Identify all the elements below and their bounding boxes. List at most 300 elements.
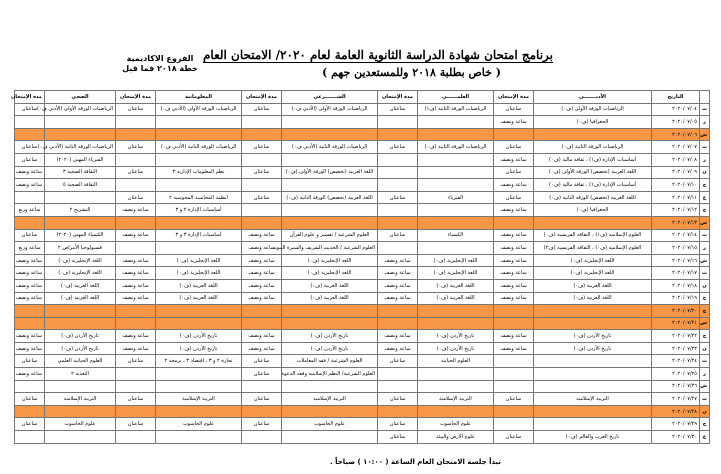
duration-cell [116, 116, 156, 129]
table-row [15, 368, 710, 381]
duration-cell: ساعة ونصف [494, 254, 534, 267]
subject-cell [418, 368, 494, 381]
day-cell: ش [700, 380, 710, 393]
duration-cell: ساعة ونصف [15, 342, 45, 355]
separator-cell [116, 305, 156, 318]
subject-cell: الرياضيات الورقة الأولى (الأدبي ف٠) [282, 103, 378, 116]
separator-cell [418, 128, 494, 141]
duration-cell: ساعة ونصف [242, 254, 282, 267]
table-row [15, 279, 710, 292]
duration-cell: ساعة ونصف [15, 254, 45, 267]
table-row [15, 179, 710, 192]
subject-cell: أساسيات الإدارة ٣ و ٣ [156, 229, 242, 242]
separator-cell [378, 405, 418, 418]
date-cell: ٢٠٢٠/٠٧/٣٠ [652, 431, 700, 444]
subject-cell [534, 418, 652, 431]
duration-cell [378, 204, 418, 217]
subject-cell [534, 368, 652, 381]
duration-cell [494, 355, 534, 368]
date-cell: ٢٠٢٠/٠٧/٠٥ [652, 116, 700, 129]
day-cell: ح [700, 292, 710, 305]
duration-cell: ساعة ونصف [494, 279, 534, 292]
subject-cell: اللغة الإنجليزية (ف٠) [418, 267, 494, 280]
date-cell: ٢٠٢٠/٠٧/١٨ [652, 279, 700, 292]
subject-cell: العلوم الإسلامية (ف٠) ، الثقافة الفرنسية (ف٢) [534, 242, 652, 255]
subject-cell: اللغة الإنجليزية (ف٠) [156, 254, 242, 267]
separator-row [15, 317, 710, 330]
date-cell: ٢٠٢٠/٠٧/١٥ [652, 242, 700, 255]
duration-cell: ساعة ونصف [494, 267, 534, 280]
duration-cell: ساعة ونصف [242, 267, 282, 280]
separator-cell [282, 128, 378, 141]
date-cell: ٢٠٢٠/٠٧/٢٥ [652, 368, 700, 381]
date-cell: ٢٠٢٠/٠٧/٠٦ [652, 128, 700, 141]
subject-cell: الرياضيات الورقة الثانية (الأدبي ف٠) [45, 141, 116, 154]
sub-title: ( خاص بطلبة ٢٠١٨ وللمستعدين جهم ) [322, 66, 501, 79]
subject-cell: الرياضيات الورقة الأولى (الأدبي ف٠) [156, 103, 242, 116]
subject-cell: الرياضيات الورقة الثانية (الأدبي ف٠) [156, 141, 242, 154]
separator-cell [534, 305, 652, 318]
duration-cell: ساعة ونصف [378, 279, 418, 292]
duration-cell: ساعتان [116, 393, 156, 406]
subject-cell: اللغة الإنجليزية (ف٠) [418, 254, 494, 267]
subject-cell: اللغة الإنجليزية (ف٠) [156, 267, 242, 280]
duration-cell: ساعة ونصف [15, 267, 45, 280]
duration-cell: ساعتان [15, 153, 45, 166]
separator-cell [156, 405, 242, 418]
subject-cell: الرياضيات الورقة الثانية (ف٠) [418, 141, 494, 154]
duration-cell: ساعتان [242, 141, 282, 154]
duration-cell: ساعة ونصف [378, 254, 418, 267]
separator-cell [15, 317, 45, 330]
subject-cell: الثقافة الصحية ٥ [45, 179, 116, 192]
separator-row [15, 405, 710, 418]
subject-cell: اللغة الإنجليزية (ف٠) [534, 267, 652, 280]
separator-cell [282, 216, 378, 229]
day-cell: ر [700, 153, 710, 166]
duration-cell: ساعتان [242, 418, 282, 431]
duration-cell: ساعتان [242, 368, 282, 381]
table-row [15, 204, 710, 217]
separator-cell [242, 128, 282, 141]
duration-cell: ساعتان [378, 191, 418, 204]
separator-cell [116, 216, 156, 229]
separator-cell [282, 405, 378, 418]
table-row [15, 342, 710, 355]
date-cell: ٢٠٢٠/٠٧/٢٣ [652, 342, 700, 355]
duration-cell: ساعتان [494, 393, 534, 406]
subject-cell [282, 153, 378, 166]
table-row [15, 153, 710, 166]
duration-cell: ساعة وربع [15, 204, 45, 217]
subject-cell: اللغة العربية (ف٠) [156, 279, 242, 292]
day-cell: ث [700, 103, 710, 116]
subject-cell: العلوم الإسلامية (ف١) ، الثقافة الفرنسية (ف٠) [534, 229, 652, 242]
day-cell: س [700, 317, 710, 330]
subject-cell: العلوم الحياتية العلمي [45, 355, 116, 368]
day-cell: ر [700, 368, 710, 381]
branch-line-2: خطة ٢٠١٨ فما قبل [122, 64, 198, 73]
col-header: مدة الإمتحان [116, 91, 156, 104]
date-cell: ٢٠٢٠/٠٧/٠٩ [652, 166, 700, 179]
separator-cell [156, 216, 242, 229]
separator-cell [282, 305, 378, 318]
duration-cell: ساعتان [15, 355, 45, 368]
subject-cell: الجغرافيا (ف٠) [534, 204, 652, 217]
separator-cell [45, 216, 116, 229]
duration-cell [494, 380, 534, 393]
separator-cell [494, 405, 534, 418]
subject-cell [534, 380, 652, 393]
separator-cell [494, 305, 534, 318]
duration-cell: ساعة ونصف [15, 166, 45, 179]
col-header: الأدبـــــــي [534, 91, 652, 104]
duration-cell [116, 368, 156, 381]
date-cell: ٢٠٢٠/٠٧/٢١ [652, 317, 700, 330]
subject-cell: اللغة العربية (تخصص) الورقة الثانية (ف٠) [282, 191, 378, 204]
duration-cell: ساعتان [116, 355, 156, 368]
col-header: مدة الإمتحان [242, 91, 282, 104]
subject-cell [282, 431, 378, 444]
subject-cell: الفيزياء المهني (٢٠٢٠) [45, 153, 116, 166]
date-cell: ٢٠٢٠/٠٧/٢٠ [652, 305, 700, 318]
subject-cell: علوم الحاسوب [156, 418, 242, 431]
separator-cell [534, 128, 652, 141]
subject-cell: اللغة العربية (ف٠) [534, 292, 652, 305]
branch-line-1: الفروع الاكاديمية [126, 54, 194, 63]
duration-cell: ساعة ونصف [494, 116, 534, 129]
duration-cell: ساعتان [494, 191, 534, 204]
duration-cell: ساعتان [494, 103, 534, 116]
subject-cell [418, 179, 494, 192]
subject-cell: تاريخ الأردن (ف٠) [282, 342, 378, 355]
day-cell: ر [700, 242, 710, 255]
duration-cell: ساعة ونصف [116, 330, 156, 343]
table-row [15, 393, 710, 406]
separator-cell [116, 317, 156, 330]
separator-cell [15, 305, 45, 318]
table-row [15, 166, 710, 179]
table-row [15, 229, 710, 242]
table-row [15, 191, 710, 204]
day-cell: ح [700, 179, 710, 192]
col-header: العلمــــــي [418, 91, 494, 104]
duration-cell [116, 380, 156, 393]
date-cell: ٢٠٢٠/٠٧/٢٨ [652, 405, 700, 418]
subject-cell [282, 179, 378, 192]
date-cell: ٢٠٢٠/٠٧/٠٤ [652, 103, 700, 116]
duration-cell [242, 431, 282, 444]
duration-cell: ساعة ونصف [116, 229, 156, 242]
table-row [15, 418, 710, 431]
separator-row [15, 128, 710, 141]
duration-cell [378, 242, 418, 255]
subject-cell [45, 380, 116, 393]
duration-cell: ساعتان [116, 418, 156, 431]
footer-note: تبدأ جلسة الامتحان العام الساعة ( ١٠:٠٠ ) صباحاً . [330, 458, 501, 466]
subject-cell: التربية الإسلامية [156, 393, 242, 406]
duration-cell: ساعتان [494, 166, 534, 179]
duration-cell: ساعة ونصف [494, 292, 534, 305]
subject-cell: تاريخ الأردن (ف٠) [282, 330, 378, 343]
subject-cell: التشريح ٢ [45, 204, 116, 217]
duration-cell: ساعتان [378, 418, 418, 431]
duration-cell: ساعتان [494, 141, 534, 154]
day-cell: ح [700, 330, 710, 343]
separator-cell [378, 317, 418, 330]
subject-cell: تاريخ العرب والعالم (ف٠) [534, 431, 652, 444]
duration-cell: ساعتان [378, 431, 418, 444]
date-cell: ٢٠٢٠/٠٧/٢٦ [652, 380, 700, 393]
separator-cell [494, 317, 534, 330]
duration-cell: ساعة ونصف [116, 267, 156, 280]
date-cell: ٢٠٢٠/٠٧/٢٢ [652, 330, 700, 343]
separator-cell [116, 128, 156, 141]
subject-cell: العلوم الشرعية / الحديث الشريف والسيرة النبوية [282, 242, 378, 255]
date-cell: ٢٠٢٠/٠٧/١٢ [652, 204, 700, 217]
duration-cell: ساعتان [378, 229, 418, 242]
subject-cell: اللغة الإنجليزية (ف٠) [45, 254, 116, 267]
subject-cell: التربية الإسلامية [418, 393, 494, 406]
table-row [15, 141, 710, 154]
separator-cell [156, 317, 242, 330]
subject-cell: اللغة العربية (ف٠) [45, 279, 116, 292]
document-header [0, 44, 721, 88]
duration-cell [15, 116, 45, 129]
duration-cell: ساعة ونصف [116, 292, 156, 305]
duration-cell: ساعتان [378, 103, 418, 116]
subject-cell: العلوم الحياتية [418, 355, 494, 368]
duration-cell: ساعة ونصف [15, 279, 45, 292]
subject-cell: علوم الحاسوب [45, 418, 116, 431]
separator-cell [378, 128, 418, 141]
duration-cell [116, 153, 156, 166]
separator-cell [418, 305, 494, 318]
table-row [15, 380, 710, 393]
day-cell: ن [700, 342, 710, 355]
subject-cell: اللغة العربية (تخصص) الورقة الأولى (ف٠) [534, 166, 652, 179]
duration-cell: ساعتان [242, 355, 282, 368]
duration-cell: ساعة ونصف [116, 204, 156, 217]
duration-cell [116, 242, 156, 255]
subject-cell: اللغة العربية (ف٠) [282, 279, 378, 292]
header-row [15, 91, 710, 104]
subject-cell: العلوم الشرعية / فقه المعاملات [282, 355, 378, 368]
day-cell: ن [700, 405, 710, 418]
day-cell: ن [700, 166, 710, 179]
duration-cell: ساعتان [242, 166, 282, 179]
day-cell: س [700, 216, 710, 229]
duration-cell: ساعتان [15, 229, 45, 242]
subject-cell: أساسيات الإدارة (ف١) ، ثقافة مالية (ف٠) [534, 153, 652, 166]
day-cell: ح [700, 418, 710, 431]
duration-cell [15, 431, 45, 444]
subject-cell: أساسيات الإدارة ٢ و ٣ [156, 204, 242, 217]
subject-cell [282, 116, 378, 129]
separator-cell [45, 305, 116, 318]
duration-cell: ساعتان [242, 103, 282, 116]
col-header: مدة الإمتحان [15, 91, 45, 104]
duration-cell [378, 179, 418, 192]
separator-cell [378, 305, 418, 318]
subject-cell [156, 179, 242, 192]
date-cell: ٢٠٢٠/٠٧/١٤ [652, 229, 700, 242]
duration-cell [494, 418, 534, 431]
duration-cell [242, 116, 282, 129]
day-cell: ع [700, 191, 710, 204]
separator-cell [242, 317, 282, 330]
duration-cell: ساعتان [378, 141, 418, 154]
subject-cell: تاريخ الأردن (ف٠) [45, 330, 116, 343]
subject-cell: العلوم الشرعية/ النظم الإسلامية وفقه الدعوة [282, 368, 378, 381]
separator-cell [15, 128, 45, 141]
duration-cell: ساعتان [116, 191, 156, 204]
subject-cell [45, 116, 116, 129]
duration-cell: ساعة ونصف [494, 204, 534, 217]
subject-cell: علوم الأرض والبيئة [418, 431, 494, 444]
duration-cell: ساعتان [15, 103, 45, 116]
duration-cell [494, 368, 534, 381]
duration-cell [378, 368, 418, 381]
subject-cell: تاريخ الأردن (ف٠) [534, 342, 652, 355]
date-cell: ٢٠٢٠/٠٧/١٩ [652, 292, 700, 305]
duration-cell: ساعة ونصف [378, 342, 418, 355]
table-row [15, 116, 710, 129]
table-row [15, 330, 710, 343]
subject-cell: اللغة العربية (ف٠) [45, 292, 116, 305]
subject-cell: اللغة العربية (ف٠) [282, 292, 378, 305]
day-cell: ث [700, 355, 710, 368]
subject-cell: التربية الإسلامية [534, 393, 652, 406]
duration-cell: ساعة ونصف [494, 342, 534, 355]
duration-cell: ساعتان [15, 393, 45, 406]
subject-cell: اللغة العربية (ف٠) [534, 279, 652, 292]
subject-cell: اللغة الإنجليزية (ف٠) [534, 254, 652, 267]
duration-cell [378, 380, 418, 393]
separator-cell [242, 405, 282, 418]
subject-cell: تاريخ الأردن (ف٠) [45, 342, 116, 355]
table-row [15, 254, 710, 267]
subject-cell: اللغة العربية (ف٠) [418, 279, 494, 292]
separator-cell [418, 216, 494, 229]
subject-cell: العلوم الشرعية / تفسير و علوم القرآن [282, 229, 378, 242]
subject-cell [418, 166, 494, 179]
table-row [15, 242, 710, 255]
col-header: مدة الإمتحان [494, 91, 534, 104]
subject-cell: تاريخ الأردن (ف٠) [534, 330, 652, 343]
date-cell: ٢٠٢٠/٠٧/٢٩ [652, 418, 700, 431]
subject-cell [156, 116, 242, 129]
separator-cell [242, 305, 282, 318]
table-row [15, 103, 710, 116]
subject-cell: اللغة الإنجليزية (ف٠) [45, 267, 116, 280]
duration-cell: ساعة ونصف [116, 279, 156, 292]
duration-cell: ساعة ونصف [242, 279, 282, 292]
separator-cell [156, 128, 242, 141]
subject-cell: الجغرافيا (ف٠) [534, 116, 652, 129]
duration-cell [378, 153, 418, 166]
separator-cell [378, 216, 418, 229]
subject-cell [156, 368, 242, 381]
subject-cell: الرياضيات الورقة الأولى (ف٠) [534, 103, 652, 116]
duration-cell [242, 380, 282, 393]
separator-cell [116, 405, 156, 418]
subject-cell: نظم المعلومات الإدارية ٣ [156, 166, 242, 179]
duration-cell [242, 204, 282, 217]
duration-cell: ساعة ونصف [15, 292, 45, 305]
date-cell: ٢٠٢٠/٠٧/١٦ [652, 254, 700, 267]
subject-cell [418, 116, 494, 129]
subject-cell: اللغة الإنجليزية (ف٠) [282, 267, 378, 280]
duration-cell [242, 153, 282, 166]
separator-cell [15, 405, 45, 418]
duration-cell: ساعة ونصف [116, 254, 156, 267]
duration-cell: ساعة ونصف [494, 242, 534, 255]
subject-cell: اللغة الإنجليزية (ف٠) [282, 254, 378, 267]
duration-cell [116, 431, 156, 444]
exam-schedule-table [11, 90, 710, 444]
subject-cell: الثقافة الصحية ٣ [45, 166, 116, 179]
subject-cell [45, 191, 116, 204]
duration-cell: ساعة ونصف [494, 229, 534, 242]
duration-cell [378, 116, 418, 129]
duration-cell: ساعة ونصف [378, 292, 418, 305]
duration-cell: ساعتان [15, 418, 45, 431]
duration-cell: ساعتان [378, 355, 418, 368]
col-header [700, 91, 710, 104]
day-cell: ن [700, 279, 710, 292]
separator-cell [534, 317, 652, 330]
separator-cell [45, 128, 116, 141]
day-cell: ر [700, 116, 710, 129]
separator-cell [494, 216, 534, 229]
separator-cell [418, 405, 494, 418]
table-row [15, 431, 710, 444]
date-cell: ٢٠٢٠/٠٧/٢٧ [652, 393, 700, 406]
subject-cell: أنظمة المحاسبة المحوسبة ٢ [156, 191, 242, 204]
subject-cell [534, 355, 652, 368]
duration-cell [242, 179, 282, 192]
separator-cell [156, 305, 242, 318]
subject-cell: تاريخ الأردن (ف٠) [418, 342, 494, 355]
table-row [15, 355, 710, 368]
subject-cell: اللغة العربية (تخصص) الورقة الثانية (ف٠) [534, 191, 652, 204]
day-cell: ع [700, 431, 710, 444]
subject-cell: تاريخ الأردن (ف٠) [156, 330, 242, 343]
subject-cell: الكيمياء المهني (٢٠٢٠) [45, 229, 116, 242]
subject-cell: تاريخ الأردن (ف٠) [418, 330, 494, 343]
subject-cell: الرياضيات الورقة الأولى (الأدبي ف٠) [45, 103, 116, 116]
subject-cell [45, 431, 116, 444]
subject-cell [418, 242, 494, 255]
duration-cell: ساعة وربع [15, 242, 45, 255]
separator-cell [282, 317, 378, 330]
date-cell: ٢٠٢٠/٠٧/٢٤ [652, 355, 700, 368]
subject-cell [282, 204, 378, 217]
subject-cell: الرياضيات الورقة الثانية (الأدبي ف٠) [282, 141, 378, 154]
day-cell: ش [700, 254, 710, 267]
date-cell: ٢٠٢٠/٠٧/١١ [652, 191, 700, 204]
subject-cell: التربية الإسلامية [45, 393, 116, 406]
day-cell: ث [700, 393, 710, 406]
subject-cell: التغذية ٢ [45, 368, 116, 381]
subject-cell [156, 380, 242, 393]
separator-row [15, 216, 710, 229]
duration-cell [378, 166, 418, 179]
day-cell: ش [700, 128, 710, 141]
subject-cell [418, 204, 494, 217]
separator-row [15, 305, 710, 318]
